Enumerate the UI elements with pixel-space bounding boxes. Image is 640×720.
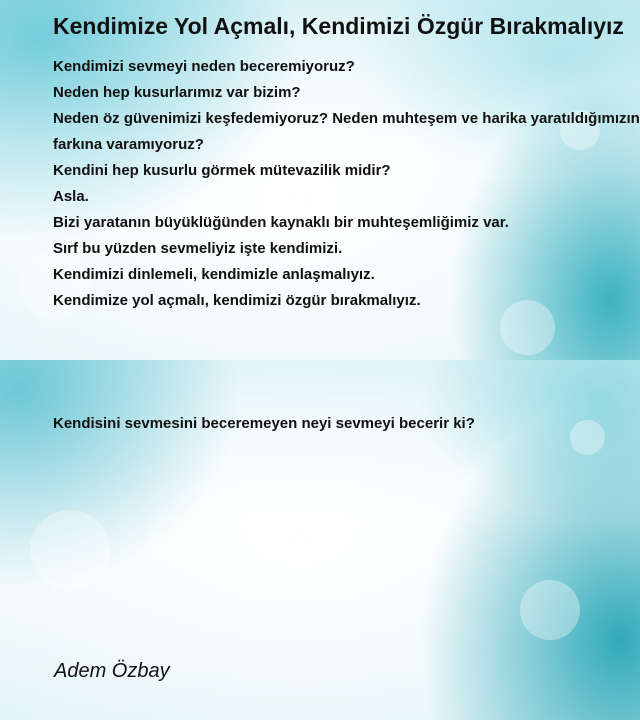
poem-line: Asla. — [53, 188, 89, 205]
poem-body — [53, 54, 640, 314]
poem-line: Bizi yaratanın büyüklüğünden kaynaklı bir muhteşemliğimiz var. — [53, 214, 509, 231]
bokeh-light — [520, 580, 580, 640]
poem-author: Adem Özbay — [54, 660, 170, 682]
bokeh-light — [570, 420, 605, 455]
poem-line: Kendimizi sevmeyi neden beceremiyoruz? — [53, 58, 355, 75]
poem-card-bottom — [0, 360, 640, 720]
poem-line: Kendimizi dinlemeli, kendimizle anlaşmalıyız. — [53, 266, 375, 283]
poem-line: Neden hep kusurlarımız var bizim? — [53, 84, 301, 101]
poem-closing-line: Kendisini sevmesini beceremeyen neyi sevmeyi becerir ki? — [53, 415, 475, 432]
poem-line: Kendini hep kusurlu görmek mütevazilik midir? — [53, 162, 391, 179]
poem-title: Kendimize Yol Açmalı, Kendimizi Özgür Bırakmalıyız — [53, 13, 624, 39]
bokeh-light — [30, 510, 110, 590]
poem-line: Neden öz güvenimizi keşfedemiyoruz? Neden muhteşem ve harika yaratıldığımızın — [53, 110, 640, 127]
poem-line: farkına varamıyoruz? — [53, 136, 204, 153]
poem-line: Sırf bu yüzden sevmeliyiz işte kendimizi. — [53, 240, 343, 257]
poem-line: Kendimize yol açmalı, kendimizi özgür bırakmalıyız. — [53, 292, 421, 309]
